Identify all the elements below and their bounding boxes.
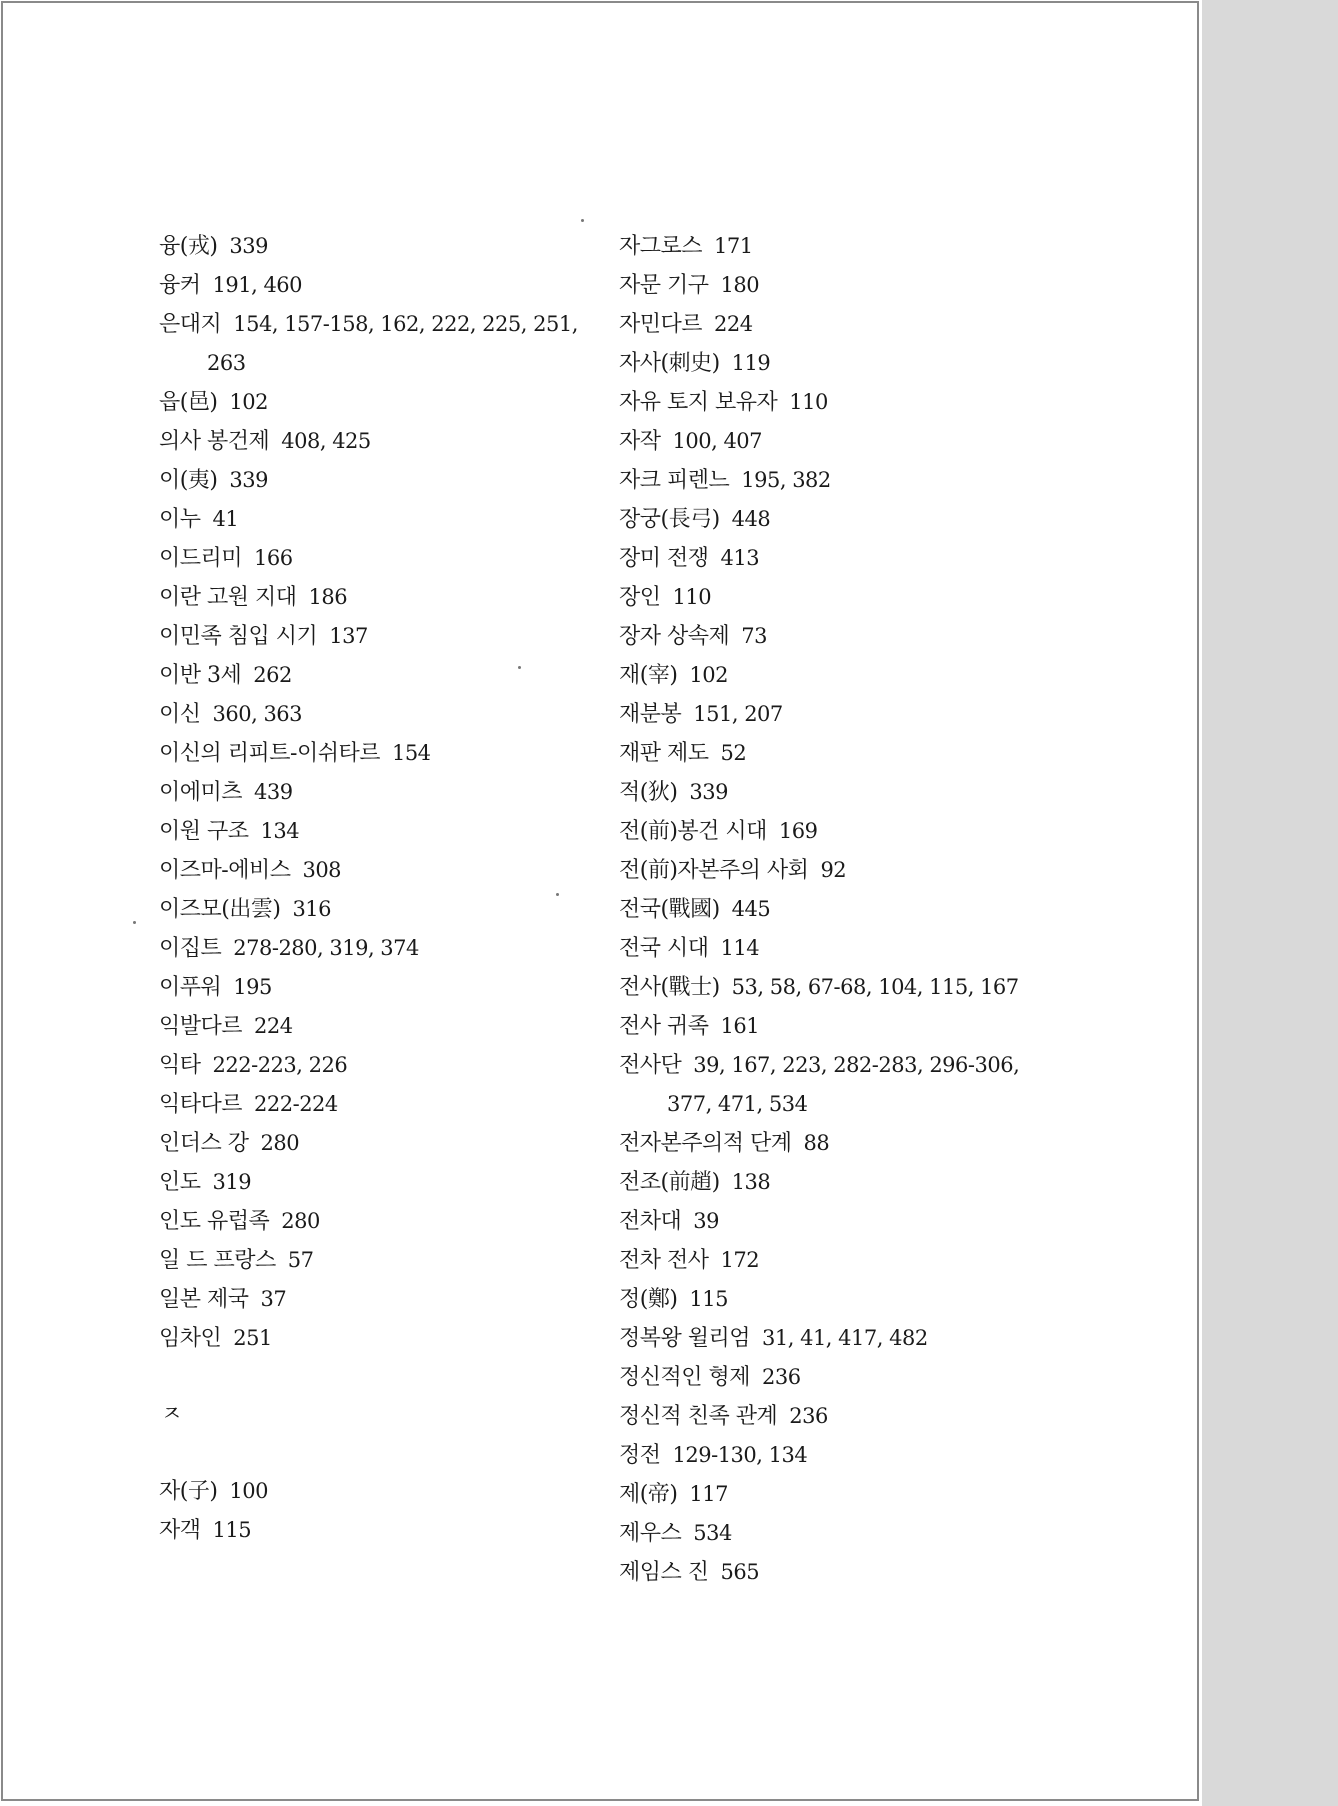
index-entry xyxy=(159,617,599,656)
index-entry xyxy=(619,1319,1099,1358)
scanner-gutter xyxy=(1202,0,1338,1806)
index-term: 재판 제도 xyxy=(619,741,709,766)
index-entry xyxy=(619,1007,1099,1046)
section-spacer xyxy=(159,1434,599,1472)
index-term: 읍(邑) xyxy=(159,390,218,415)
page-numbers: 138 xyxy=(731,1170,771,1194)
index-entry xyxy=(619,617,1099,656)
page-numbers: 534 xyxy=(693,1521,732,1545)
page-numbers: 37 xyxy=(260,1287,287,1311)
page-numbers: 88 xyxy=(803,1131,830,1155)
index-term: 이즈마-에비스 xyxy=(159,858,291,883)
page-numbers: 180 xyxy=(720,273,760,297)
page-numbers: 278-280, 319, 374 xyxy=(233,936,419,960)
index-term: 전사(戰士) xyxy=(619,975,720,1000)
index-entry xyxy=(619,422,1099,461)
page-numbers: 166 xyxy=(254,546,293,570)
page-numbers: 280 xyxy=(260,1131,300,1155)
page-numbers: 100, 407 xyxy=(672,429,763,453)
index-entry xyxy=(159,1163,599,1202)
index-term: 자객 xyxy=(159,1518,201,1543)
index-entry xyxy=(619,1163,1099,1202)
index-term: 전자본주의적 단계 xyxy=(619,1131,792,1156)
page-numbers: 377, 471, 534 xyxy=(667,1092,808,1116)
index-entry xyxy=(619,1436,1099,1475)
index-term: 이에미츠 xyxy=(159,780,243,805)
index-entry xyxy=(619,1475,1099,1514)
page-numbers: 39 xyxy=(693,1209,719,1233)
index-term: 이푸워 xyxy=(159,975,222,1000)
index-term: 은대지 xyxy=(159,312,222,337)
index-term: 인도 유럽족 xyxy=(159,1209,270,1234)
index-entry xyxy=(159,851,599,890)
page-numbers: 39, 167, 223, 282-283, 296-306, xyxy=(693,1053,1020,1077)
index-entry xyxy=(619,539,1099,578)
section-spacer xyxy=(159,1358,599,1396)
index-entry xyxy=(159,383,599,422)
page-numbers: 154 xyxy=(391,741,431,765)
scan-speck xyxy=(133,921,136,924)
index-term: 이집트 xyxy=(159,936,222,961)
index-entry xyxy=(619,1046,1099,1085)
index-term: 익타다르 xyxy=(159,1092,243,1117)
index-term: 정신적 친족 관계 xyxy=(619,1404,778,1429)
index-entry xyxy=(159,1046,599,1085)
index-entry xyxy=(159,656,599,695)
page-numbers: 222-224 xyxy=(254,1092,338,1116)
index-entry xyxy=(619,461,1099,500)
index-entry xyxy=(619,1202,1099,1241)
index-term: 이드리미 xyxy=(159,546,243,571)
index-entry xyxy=(619,1397,1099,1436)
page-numbers: 339 xyxy=(229,234,269,258)
index-page xyxy=(1,1,1199,1801)
index-term: 이란 고원 지대 xyxy=(159,585,297,610)
index-entry xyxy=(159,422,599,461)
index-term: 제우스 xyxy=(619,1521,682,1546)
page-numbers: 115 xyxy=(212,1518,252,1542)
page-numbers: 224 xyxy=(714,312,753,336)
index-entry xyxy=(619,578,1099,617)
index-entry xyxy=(159,1085,599,1124)
page-numbers: 195 xyxy=(233,975,272,999)
index-term: 장자 상속제 xyxy=(619,624,730,649)
page-numbers: 151, 207 xyxy=(693,702,783,726)
index-entry xyxy=(619,1514,1099,1553)
page-numbers: 316 xyxy=(292,897,332,921)
index-term: 제임스 진 xyxy=(619,1560,709,1585)
index-entry xyxy=(619,1553,1099,1592)
index-term: 이신의 리피트-이쉬타르 xyxy=(159,741,380,766)
index-entry xyxy=(159,773,599,812)
page-numbers: 195, 382 xyxy=(741,468,831,492)
index-term: 자사(刺史) xyxy=(619,351,720,376)
index-term: 전사 귀족 xyxy=(619,1014,709,1039)
page-numbers: 565 xyxy=(720,1560,760,1584)
index-term: 재분봉 xyxy=(619,702,682,727)
index-term: 이반 3세 xyxy=(159,663,242,688)
index-term: 자민다르 xyxy=(619,312,703,337)
index-entry xyxy=(619,1085,1099,1124)
index-term: 정복왕 윌리엄 xyxy=(619,1326,751,1351)
page-numbers: 117 xyxy=(689,1482,729,1506)
page-numbers: 53, 58, 67-68, 104, 115, 167 xyxy=(731,975,1019,999)
page-numbers: 408, 425 xyxy=(281,429,371,453)
index-term: 전(前)봉건 시대 xyxy=(619,819,767,844)
page-numbers: 114 xyxy=(720,936,760,960)
scan-speck xyxy=(556,893,559,896)
scan-speck xyxy=(518,666,521,669)
index-term: 인더스 강 xyxy=(159,1131,249,1156)
index-entry xyxy=(159,461,599,500)
index-term: 임차인 xyxy=(159,1326,222,1351)
index-term: 적(狄) xyxy=(619,780,678,805)
index-term: 장궁(長弓) xyxy=(619,507,720,532)
index-entry xyxy=(159,1319,599,1358)
page-numbers: 73 xyxy=(741,624,767,648)
index-term: 정(鄭) xyxy=(619,1287,678,1312)
index-entry xyxy=(159,344,599,383)
page-numbers: 169 xyxy=(778,819,818,843)
index-entry xyxy=(159,227,599,266)
index-entry xyxy=(619,383,1099,422)
index-entry xyxy=(159,1280,599,1319)
index-term: 자그로스 xyxy=(619,234,703,259)
page-numbers: 224 xyxy=(254,1014,293,1038)
index-term: 이신 xyxy=(159,702,201,727)
index-term: 일본 제국 xyxy=(159,1287,249,1312)
page-numbers: 100 xyxy=(229,1479,269,1503)
index-entry xyxy=(619,929,1099,968)
index-term: 융(戎) xyxy=(159,234,218,259)
index-entry xyxy=(159,1472,599,1511)
index-term: 장인 xyxy=(619,585,661,610)
index-entry xyxy=(619,227,1099,266)
index-entry xyxy=(159,578,599,617)
page-numbers: 236 xyxy=(789,1404,828,1428)
index-column-right xyxy=(619,227,1099,1592)
index-term: 익타 xyxy=(159,1053,201,1078)
page-numbers: 308 xyxy=(302,858,342,882)
index-term: 익발다르 xyxy=(159,1014,243,1039)
index-entry xyxy=(619,266,1099,305)
index-entry xyxy=(159,500,599,539)
scan-speck xyxy=(581,219,584,222)
index-entry xyxy=(619,656,1099,695)
page-numbers: 191, 460 xyxy=(212,273,303,297)
page-numbers: 134 xyxy=(260,819,300,843)
page-numbers: 41 xyxy=(212,507,239,531)
page-numbers: 110 xyxy=(789,390,828,414)
index-entry xyxy=(619,344,1099,383)
index-entry xyxy=(619,773,1099,812)
page-numbers: 339 xyxy=(229,468,269,492)
page-numbers: 115 xyxy=(689,1287,729,1311)
page-numbers: 92 xyxy=(820,858,847,882)
index-entry xyxy=(159,1511,599,1550)
index-entry xyxy=(619,1358,1099,1397)
page-numbers: 319 xyxy=(212,1170,252,1194)
index-term: 전사단 xyxy=(619,1053,682,1078)
page-numbers: 251 xyxy=(233,1326,272,1350)
index-term: 전차대 xyxy=(619,1209,682,1234)
section-heading: ㅈ xyxy=(161,1402,183,1427)
index-entry xyxy=(159,968,599,1007)
index-entry xyxy=(619,890,1099,929)
page-numbers: 52 xyxy=(720,741,747,765)
index-entry xyxy=(619,1280,1099,1319)
index-entry xyxy=(619,500,1099,539)
index-entry xyxy=(619,695,1099,734)
page-numbers: 445 xyxy=(731,897,771,921)
index-term: 정전 xyxy=(619,1443,661,1468)
page-numbers: 129-130, 134 xyxy=(672,1443,808,1467)
page-numbers: 222-223, 226 xyxy=(212,1053,348,1077)
index-term: 정신적인 형제 xyxy=(619,1365,751,1390)
page-numbers: 262 xyxy=(253,663,292,687)
index-entry xyxy=(159,929,599,968)
index-column-left xyxy=(159,227,599,1550)
index-entry xyxy=(159,305,599,344)
page-numbers: 263 xyxy=(207,351,246,375)
page-numbers: 171 xyxy=(714,234,753,258)
index-entry xyxy=(159,1202,599,1241)
index-term: 인도 xyxy=(159,1170,201,1195)
index-entry xyxy=(619,968,1099,1007)
page-numbers: 413 xyxy=(720,546,760,570)
index-term: 이원 구조 xyxy=(159,819,249,844)
index-term: 전(前)자본주의 사회 xyxy=(619,858,809,883)
index-entry xyxy=(619,1241,1099,1280)
index-term: 장미 전쟁 xyxy=(619,546,709,571)
page-numbers: 154, 157-158, 162, 222, 225, 251, xyxy=(233,312,578,336)
index-term: 의사 봉건제 xyxy=(159,429,270,454)
index-term: 전차 전사 xyxy=(619,1248,709,1273)
page-numbers: 137 xyxy=(329,624,368,648)
index-entry xyxy=(159,1007,599,1046)
index-term: 자작 xyxy=(619,429,661,454)
index-entry xyxy=(619,734,1099,773)
index-entry xyxy=(159,539,599,578)
index-entry xyxy=(619,305,1099,344)
page-numbers: 102 xyxy=(689,663,729,687)
page-numbers: 186 xyxy=(308,585,348,609)
index-entry xyxy=(159,890,599,929)
index-entry xyxy=(159,1124,599,1163)
index-term: 전국 시대 xyxy=(619,936,709,961)
index-entry xyxy=(619,851,1099,890)
page-numbers: 360, 363 xyxy=(212,702,303,726)
index-entry xyxy=(159,266,599,305)
page-numbers: 439 xyxy=(254,780,293,804)
index-entry xyxy=(159,695,599,734)
page-numbers: 339 xyxy=(689,780,729,804)
index-term: 자유 토지 보유자 xyxy=(619,390,778,415)
page-numbers: 448 xyxy=(731,507,771,531)
page-numbers: 102 xyxy=(229,390,269,414)
index-term: 전조(前趙) xyxy=(619,1170,720,1195)
page-numbers: 172 xyxy=(720,1248,760,1272)
page-numbers: 280 xyxy=(281,1209,320,1233)
page-numbers: 110 xyxy=(672,585,712,609)
page-numbers: 31, 41, 417, 482 xyxy=(762,1326,928,1350)
index-term: 자크 피렌느 xyxy=(619,468,730,493)
index-term: 이(夷) xyxy=(159,468,218,493)
page-numbers: 161 xyxy=(720,1014,760,1038)
index-entry xyxy=(619,1124,1099,1163)
page-numbers: 57 xyxy=(287,1248,314,1272)
index-entry xyxy=(159,1241,599,1280)
index-term: 이민족 침입 시기 xyxy=(159,624,318,649)
index-term: 이누 xyxy=(159,507,201,532)
index-term: 융커 xyxy=(159,273,201,298)
index-term: 재(宰) xyxy=(619,663,678,688)
index-entry xyxy=(159,812,599,851)
index-term: 일 드 프랑스 xyxy=(159,1248,276,1273)
index-term: 자문 기구 xyxy=(619,273,709,298)
index-term: 전국(戰國) xyxy=(619,897,720,922)
index-entry xyxy=(619,812,1099,851)
page-numbers: 119 xyxy=(731,351,771,375)
index-entry xyxy=(159,734,599,773)
index-term: 자(子) xyxy=(159,1479,218,1504)
index-term: 제(帝) xyxy=(619,1482,678,1507)
page-numbers: 236 xyxy=(762,1365,801,1389)
index-term: 이즈모(出雲) xyxy=(159,897,281,922)
